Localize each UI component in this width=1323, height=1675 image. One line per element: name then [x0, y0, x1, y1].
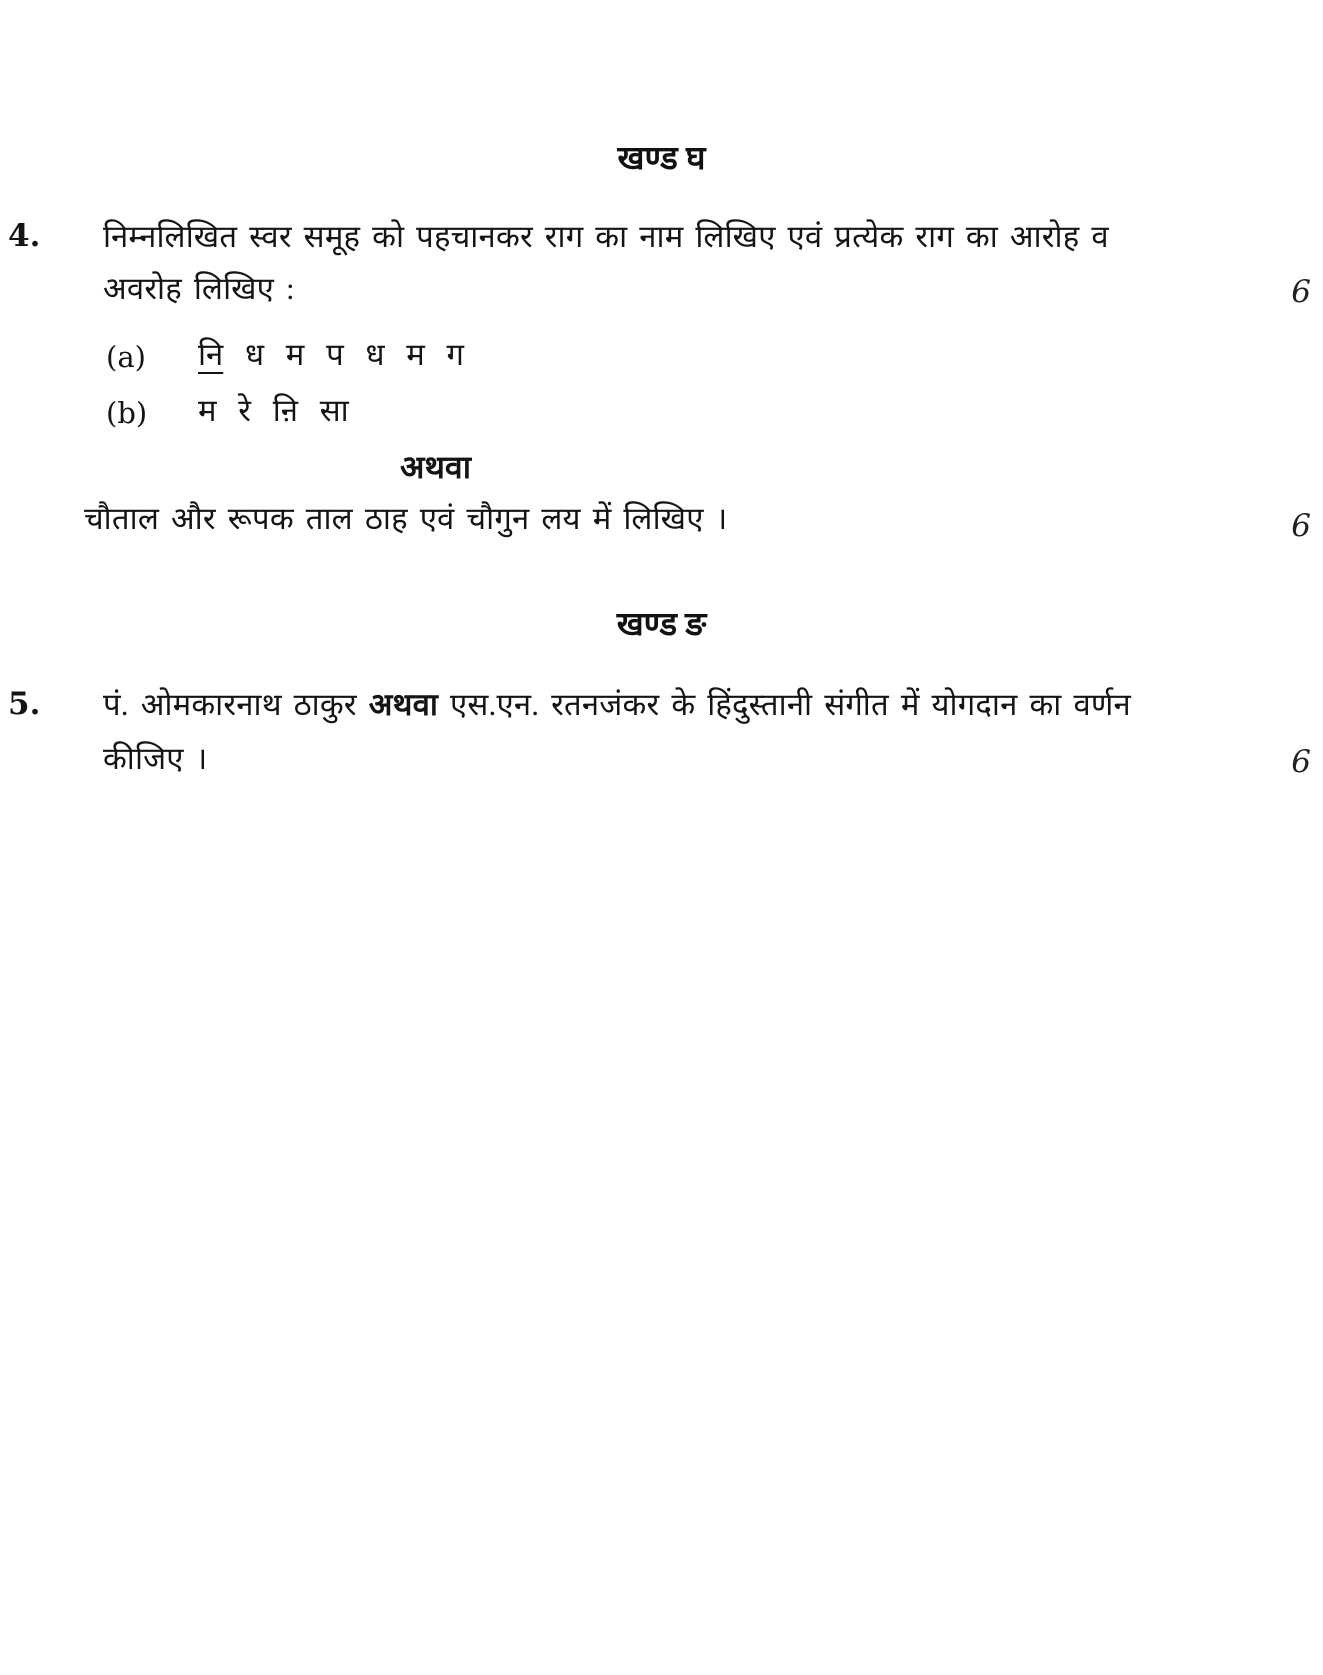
question-5-text-line1 [103, 684, 1131, 726]
item-a-notation-rest: ध म प ध म ग [223, 337, 465, 372]
question-4-text-line2: अवरोह लिखिए : [103, 271, 295, 306]
section-heading-nga: खण्ड ङ [616, 607, 707, 643]
question-5-number: 5. [8, 686, 41, 722]
question-4-alternative-text: चौताल और रूपक ताल ठाह एवं चौगुन लय में लिखिए । [84, 501, 728, 536]
question-4-or-label: अथवा [400, 449, 471, 485]
item-b-label: (b) [106, 396, 148, 430]
question-5-text-prefix: पं. ओमकारनाथ ठाकुर [103, 687, 369, 722]
question-4-text-line1: निम्नलिखित स्वर समूह को पहचानकर राग का नाम लिखिए एवं प्रत्येक राग का आरोह व [103, 219, 1109, 254]
item-a-label: (a) [106, 340, 146, 374]
question-5-text-line2: कीजिए । [103, 741, 208, 776]
question-4-alternative-marks: 6 [1291, 508, 1311, 544]
question-4-number: 4. [8, 218, 41, 254]
item-a-notation [198, 334, 464, 376]
question-5-or-word: अथवा [368, 687, 439, 722]
question-4-marks: 6 [1291, 274, 1311, 310]
question-5-marks: 6 [1291, 744, 1311, 780]
item-a-notation-underlined-swara: नि [198, 337, 224, 372]
question-5-text-suffix: एस.एन. रतनजंकर के हिंदुस्तानी संगीत में योगदान का वर्णन [438, 687, 1131, 722]
section-heading-gha: खण्ड घ [617, 141, 706, 177]
item-b-notation: म रे ऩि सा [198, 393, 349, 428]
